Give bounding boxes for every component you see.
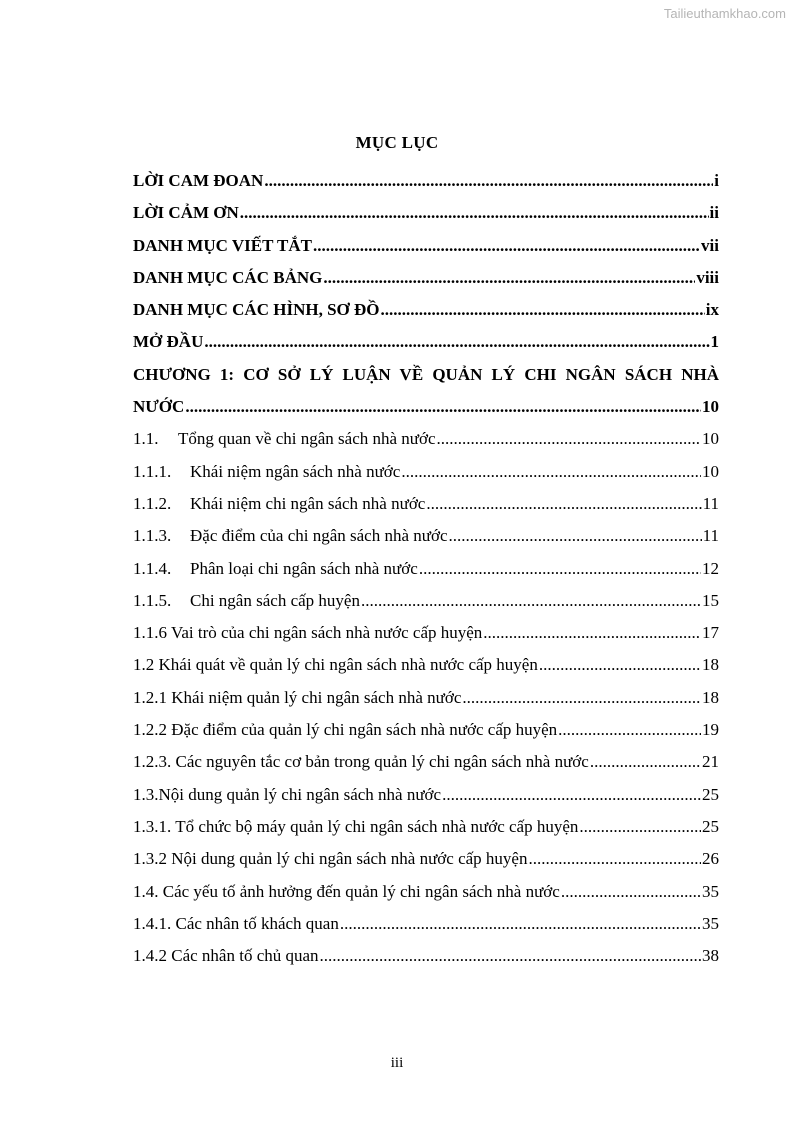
toc-entry-number: 1.1.3. <box>133 526 172 546</box>
toc-entry-1-3-2[interactable] <box>133 849 719 881</box>
dot-leader <box>426 494 701 514</box>
toc-entry-1-2-2[interactable] <box>133 720 719 752</box>
toc-entry-mo-dau[interactable] <box>133 332 719 364</box>
toc-page-number: vii <box>701 235 719 255</box>
toc-chapter-title-cont: NƯỚC <box>133 397 185 417</box>
toc-entry-label: 1.2 Khái quát về quản lý chi ngân sách nhà nước cấp huyện <box>133 655 538 675</box>
toc-page-number: ii <box>709 203 719 223</box>
toc-entry-text: Chi ngân sách cấp huyện <box>190 590 360 610</box>
toc-entry-label: 1.1.6 Vai trò của chi ngân sách nhà nước cấp huyện <box>133 623 483 643</box>
toc-entry-label: DANH MỤC CÁC BẢNG <box>133 267 323 287</box>
toc-page-number: 18 <box>702 655 719 675</box>
toc-page-number: 38 <box>702 946 719 966</box>
toc-entry-number: 1.1. <box>133 429 159 449</box>
toc-entry-text: Khái niệm chi ngân sách nhà nước <box>190 493 426 513</box>
toc-page-number: i <box>714 171 719 190</box>
toc-entry-text: Tổng quan về chi ngân sách nhà nước <box>178 429 436 449</box>
page-title: MỤC LỤC <box>355 133 439 152</box>
toc-page-number: 25 <box>702 816 719 836</box>
toc-entry-loi-cam-doan[interactable] <box>133 171 719 203</box>
toc-entry-label <box>133 526 448 546</box>
toc-page-number: 12 <box>702 558 719 578</box>
toc-entry-danh-muc-cac-bang[interactable] <box>133 268 719 300</box>
toc-entry-1-3-1[interactable] <box>133 817 719 849</box>
toc-page-number: 10 <box>702 461 719 481</box>
dot-leader <box>340 914 701 934</box>
toc-page-number: viii <box>696 267 719 287</box>
dot-leader <box>381 300 705 320</box>
dot-leader <box>561 882 701 902</box>
toc-page-number: 10 <box>702 397 719 417</box>
dot-leader <box>419 559 701 579</box>
toc-chapter-title: CHƯƠNG 1: CƠ SỞ LÝ LUẬN VỀ QUẢN LÝ CHI NGÂN SÁCH NHÀ <box>133 364 719 384</box>
toc-entry-text: Phân loại chi ngân sách nhà nước <box>190 558 418 578</box>
toc-page-number: 35 <box>702 881 719 901</box>
dot-leader <box>528 849 701 869</box>
toc-entry-label <box>133 494 425 514</box>
toc-entry-label: 1.2.1 Khái niệm quản lý chi ngân sách nhà nước <box>133 687 462 707</box>
toc-entry-label: DANH MỤC VIẾT TẮT <box>133 235 313 255</box>
toc-page-number: ix <box>705 300 719 320</box>
dot-leader <box>449 526 702 546</box>
toc-entry-label <box>133 429 436 449</box>
toc-entry-1-2-1[interactable] <box>133 688 719 720</box>
toc-entry-1-1-5[interactable] <box>133 591 719 623</box>
dot-leader <box>590 752 701 772</box>
toc-entry-label: DANH MỤC CÁC HÌNH, SƠ ĐỒ <box>133 300 380 320</box>
toc-entry-label: MỞ ĐẦU <box>133 332 204 352</box>
toc-entry-label: LỜI CAM ĐOAN <box>133 171 264 190</box>
toc-entry-label: 1.3.Nội dung quản lý chi ngân sách nhà nước <box>133 784 442 804</box>
toc-entry-label: 1.2.3. Các nguyên tắc cơ bản trong quản lý chi ngân sách nhà nước <box>133 752 589 772</box>
toc-page-number: 18 <box>702 687 719 707</box>
toc-page-number: 26 <box>702 849 719 869</box>
toc-entry-1-2[interactable] <box>133 655 719 687</box>
toc-entry-text: Đặc điểm của chi ngân sách nhà nước <box>190 526 448 546</box>
dot-leader <box>539 655 701 675</box>
toc-entry-number: 1.1.1. <box>133 461 172 481</box>
dot-leader <box>558 720 701 740</box>
toc-page-number: 17 <box>702 623 719 643</box>
toc-entry-label: 1.4.1. Các nhân tố khách quan <box>133 913 339 933</box>
toc-entry-chapter-1-line1[interactable] <box>133 365 719 397</box>
toc-page-number: 10 <box>702 429 719 449</box>
toc-entry-label: LỜI CẢM ƠN <box>133 203 239 223</box>
toc-entry-label: 1.4.2 Các nhân tố chủ quan <box>133 946 319 966</box>
toc-page-number: 11 <box>702 526 719 546</box>
table-of-contents <box>133 171 719 978</box>
toc-entry-label <box>133 591 360 611</box>
dot-leader <box>320 946 701 966</box>
dot-leader <box>204 332 709 352</box>
toc-entry-1-1-6[interactable] <box>133 623 719 655</box>
toc-page-number: 15 <box>702 590 719 610</box>
toc-entry-label: 1.3.2 Nội dung quản lý chi ngân sách nhà nước cấp huyện <box>133 849 528 869</box>
toc-entry-1-1-4[interactable] <box>133 559 719 591</box>
toc-page-number: 1 <box>710 332 719 352</box>
toc-entry-1-2-3[interactable] <box>133 752 719 784</box>
toc-entry-1-4-2[interactable] <box>133 946 719 978</box>
toc-entry-text: Khái niệm ngân sách nhà nước <box>190 461 401 481</box>
watermark-text: Tailieuthamkhao.com <box>663 6 786 21</box>
toc-page-number: 11 <box>702 493 719 513</box>
toc-entry-1-3[interactable] <box>133 785 719 817</box>
toc-entry-label: 1.3.1. Tổ chức bộ máy quản lý chi ngân sách nhà nước cấp huyện <box>133 816 579 836</box>
toc-entry-loi-cam-on[interactable] <box>133 203 719 235</box>
toc-entry-1-1-3[interactable] <box>133 526 719 558</box>
toc-page-number: 19 <box>702 720 719 740</box>
toc-entry-1-4-1[interactable] <box>133 914 719 946</box>
toc-entry-1-1[interactable] <box>133 429 719 461</box>
dot-leader <box>483 623 701 643</box>
toc-entry-number: 1.1.5. <box>133 590 172 610</box>
toc-entry-number: 1.1.4. <box>133 558 172 578</box>
dot-leader <box>323 268 695 288</box>
toc-entry-label: 1.4. Các yếu tố ảnh hưởng đến quản lý chi ngân sách nhà nước <box>133 881 560 901</box>
dot-leader <box>361 591 701 611</box>
dot-leader <box>462 688 701 708</box>
toc-page-number: 35 <box>702 913 719 933</box>
toc-entry-1-4[interactable] <box>133 882 719 914</box>
toc-entry-1-1-1[interactable] <box>133 462 719 494</box>
toc-page-number: 21 <box>702 752 719 772</box>
toc-entry-chapter-1-line2[interactable] <box>133 397 719 429</box>
dot-leader <box>185 397 701 417</box>
dot-leader <box>240 203 709 223</box>
toc-entry-label: 1.2.2 Đặc điểm của quản lý chi ngân sách nhà nước cấp huyện <box>133 720 558 740</box>
toc-entry-danh-muc-viet-tat[interactable] <box>133 236 719 268</box>
dot-leader <box>313 236 700 256</box>
dot-leader <box>442 785 701 805</box>
toc-page-number: 25 <box>702 784 719 804</box>
footer-page-number: iii <box>390 1055 404 1071</box>
toc-entry-label <box>133 462 400 482</box>
dot-leader <box>401 462 701 482</box>
dot-leader <box>264 171 713 191</box>
toc-entry-label <box>133 559 418 579</box>
toc-entry-1-1-2[interactable] <box>133 494 719 526</box>
dot-leader <box>437 429 701 449</box>
dot-leader <box>579 817 701 837</box>
toc-entry-number: 1.1.2. <box>133 493 172 513</box>
toc-entry-danh-muc-cac-hinh[interactable] <box>133 300 719 332</box>
